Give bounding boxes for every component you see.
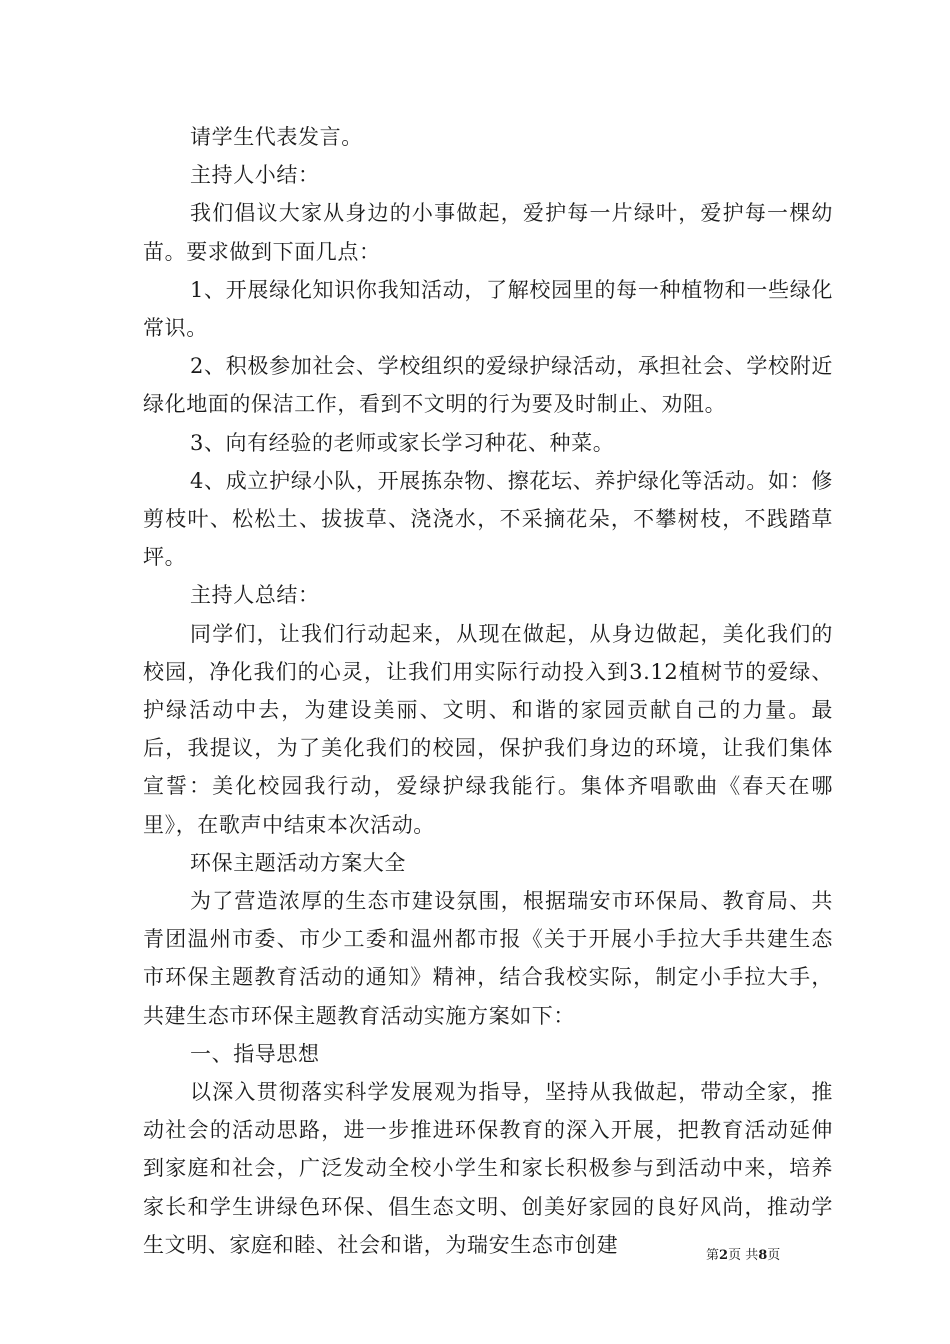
page-footer: [706, 1248, 780, 1264]
total-page-number: 8: [758, 1248, 768, 1263]
paragraph: 同学们，让我们行动起来，从现在做起，从身边做起，美化我们的校园，净化我们的心灵，让我们用实际行动投入到3.12植树节的爱绿、护绿活动中去，为建设美丽、文明、和谐的家园贡献自己的力量。最后，我提议，为了美化我们的校园，保护我们身边的环境，让我们集体宣誓：美化校园我行动，爱绿护绿我能行。集体齐唱歌曲《春天在哪里》，在歌声中结束本次活动。: [143, 621, 833, 837]
footer-prefix: 第: [706, 1248, 720, 1263]
section-heading: 一、指导思想: [190, 1041, 320, 1066]
paragraph: 主持人小结：: [190, 163, 320, 188]
paragraph: 请学生代表发言。: [190, 125, 363, 149]
current-page-number: 2: [719, 1248, 729, 1263]
paragraph: 主持人总结：: [190, 583, 320, 608]
paragraph: 4、成立护绿小队，开展拣杂物、擦花坛、养护绿化等活动。如：修剪枝叶、松松土、拔拔草、浇浇水，不采摘花朵，不攀树枝，不践踏草坪。: [143, 468, 833, 570]
paragraph: 1、开展绿化知识你我知活动，了解校园里的每一种植物和一些绿化常识。: [143, 277, 833, 341]
paragraph: 2、积极参加社会、学校组织的爱绿护绿活动，承担社会、学校附近绿化地面的保洁工作，看到不文明的行为要及时制止、劝阻。: [143, 354, 833, 417]
paragraph: 我们倡议大家从身边的小事做起，爱护每一片绿叶，爱护每一棵幼苗。要求做到下面几点：: [143, 201, 833, 264]
paragraph: 为了营造浓厚的生态市建设氛围，根据瑞安市环保局、教育局、共青团温州市委、市少工委和温州都市报《关于开展小手拉大手共建生态市环保主题教育活动的通知》精神，结合我校实际，制定小手拉大手，共建生态市环保主题教育活动实施方案如下：: [143, 889, 833, 1028]
body-text: [143, 118, 833, 1264]
section-title: 环保主题活动方案大全: [190, 850, 406, 875]
paragraph: 以深入贯彻落实科学发展观为指导，坚持从我做起，带动全家，推动社会的活动思路，进一步推进环保教育的深入开展，把教育活动延伸到家庭和社会，广泛发动全校小学生和家长积极参与到活动中来，培养家长和学生讲绿色环保、倡生态文明、创美好家园的良好风尚，推动学生文明、家庭和睦、社会和谐，为瑞安生态市创建: [143, 1080, 833, 1257]
footer-middle: 页 共: [728, 1248, 759, 1263]
footer-suffix: 页: [767, 1248, 781, 1263]
paragraph: 3、向有经验的老师或家长学习种花、种菜。: [190, 430, 615, 455]
